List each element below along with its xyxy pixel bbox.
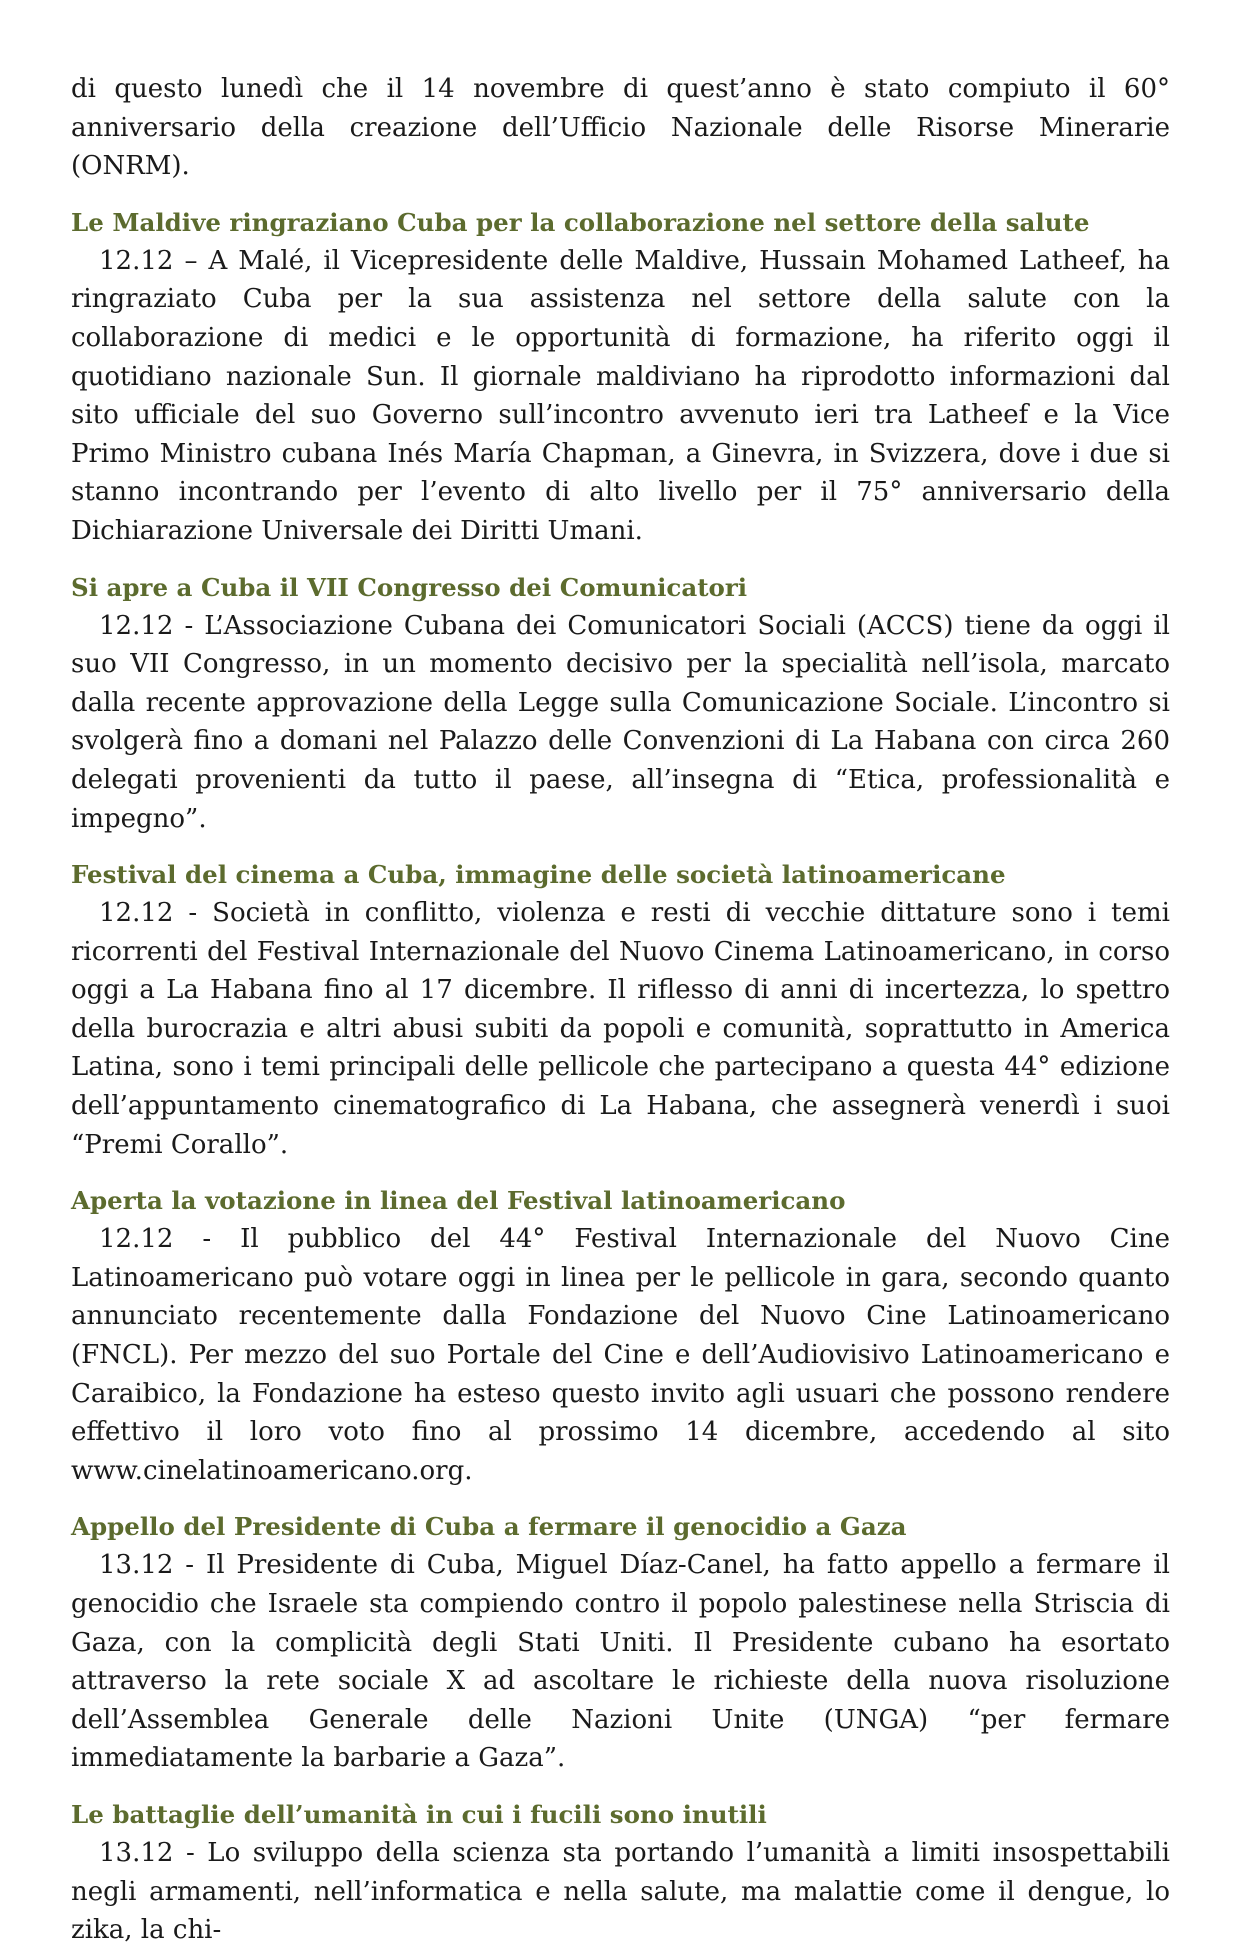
article-maldive [71, 204, 1170, 551]
article-body: 12.12 - Il pubblico del 44° Festival Internazionale del Nuovo Cine Latinoamericano può votare oggi in linea per le pellicole in gara, secondo quanto annunciato recentemente dalla Fondazione del Nuovo Cine Latinoamericano (FNCL). Per mezzo del suo Portale del Cine e dell’Audiovisivo Latinoamericano e Caraibico, la Fondazione ha esteso questo invito agli usuari che possono rendere effettivo il loro voto fino al prossimo 14 dicembre, accedendo al sito www.cinelatinoamericano.org. [71, 1224, 1170, 1486]
article-headline: Festival del cinema a Cuba, immagine delle società latinoamericane [71, 860, 1006, 890]
article-votazione-festival [71, 1182, 1170, 1490]
article-body: 13.12 - Lo sviluppo della scienza sta portando l’umanità a limiti insospettabili negli armamenti, nell’informatica e nella salute, ma malattie come il dengue, lo zika, la chi- [71, 1837, 1170, 1946]
intro-paragraph: di questo lunedì che il 14 novembre di quest’anno è stato compiuto il 60° anniversario della creazione dell’Ufficio Nazionale delle Risorse Minerarie (ONRM). [71, 74, 1170, 182]
article-body: 12.12 - Società in conflitto, violenza e resti di vecchie dittature sono i temi ricorrenti del Festival Internazionale del Nuovo Cinema Latinoamericano, in corso oggi a La Habana fino al 17 dicembre. Il riflesso di anni di incertezza, lo spettro della burocrazia e altri abusi subiti da popoli e comunità, soprattutto in America Latina, sono i temi principali delle pellicole che partecipano a questa 44° edizione dell’appuntamento cinematografico di La Habana, che assegnerà venerdì i suoi “Premi Corallo”. [71, 898, 1170, 1160]
article-body: 12.12 – A Malé, il Vicepresidente delle Maldive, Hussain Mohamed Latheef, ha ringraziato Cuba per la sua assistenza nel settore della salute con la collaborazione di medici e le opportunità di formazione, ha riferito oggi il quotidiano nazionale Sun. Il giornale maldiviano ha riprodotto informazioni dal sito ufficiale del suo Governo sull’incontro avvenuto ieri tra Latheef e la Vice Primo Ministro cubana Inés María Chapman, a Ginevra, in Svizzera, dove i due si stanno incontrando per l’evento di alto livello per il 75° anniversario della Dichiarazione Universale dei Diritti Umani. [71, 245, 1170, 546]
article-appello-gaza [71, 1508, 1170, 1778]
article-headline: Aperta la votazione in linea del Festival latinoamericano [71, 1186, 846, 1216]
article-headline: Appello del Presidente di Cuba a fermare il genocidio a Gaza [71, 1512, 907, 1542]
article-congresso-comunicatori [71, 569, 1170, 839]
document-page [71, 70, 1170, 1950]
article-body: 13.12 - Il Presidente di Cuba, Miguel Díaz-Canel, ha fatto appello a fermare il genocidio che Israele sta compiendo contro il popolo palestinese nella Striscia di Gaza, con la complicità degli Stati Uniti. Il Presidente cubano ha esortato attraverso la rete sociale X ad ascoltare le richieste della nuova risoluzione dell’Assemblea Generale delle Nazioni Unite (UNGA) “per fermare immediatamente la barbarie a Gaza”. [71, 1550, 1170, 1774]
article-festival-cinema [71, 856, 1170, 1164]
article-headline: Le Maldive ringraziano Cuba per la collaborazione nel settore della salute [71, 207, 1090, 237]
article-battaglie-umanita [71, 1796, 1170, 1950]
article-headline: Si apre a Cuba il VII Congresso dei Comunicatori [71, 572, 748, 602]
article-headline: Le battaglie dell’umanità in cui i fucili sono inutili [71, 1799, 767, 1829]
article-body: 12.12 - L’Associazione Cubana dei Comunicatori Sociali (ACCS) tiene da oggi il suo VII Congresso, in un momento decisivo per la specialità nell’isola, marcato dalla recente approvazione della Legge sulla Comunicazione Sociale. L’incontro si svolgerà fino a domani nel Palazzo delle Convenzioni di La Habana con circa 260 delegati provenienti da tutto il paese, all’insegna di “Etica, professionalità e impegno”. [71, 610, 1170, 834]
